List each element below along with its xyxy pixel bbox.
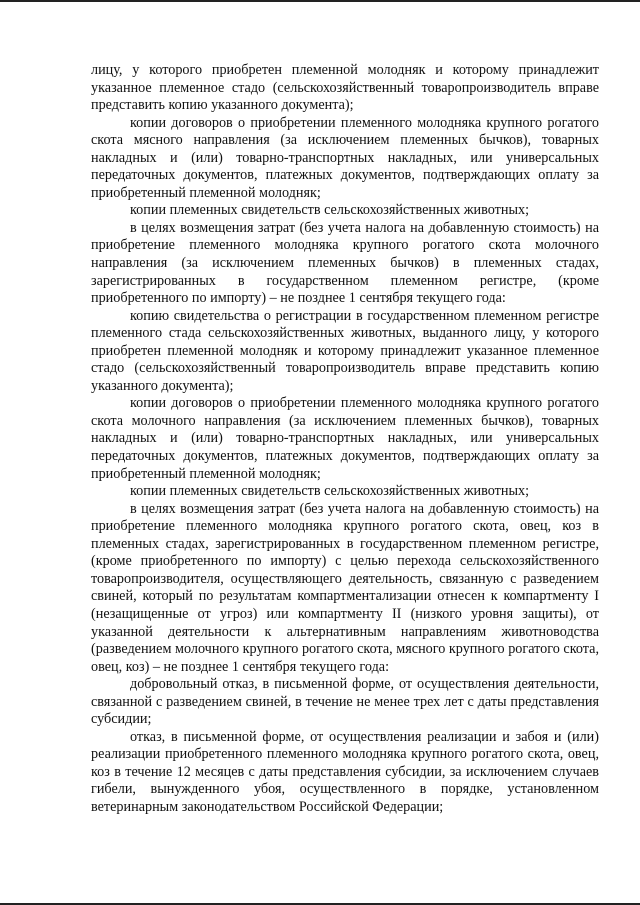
paragraph: лицу, у которого приобретен племенной молодняк и которому принадлежит указанное племенное стадо (сельскохозяйственный товаропроизводитель вправе представить копию указанного документа); <box>91 62 599 114</box>
paragraph: копии племенных свидетельств сельскохозяйственных животных; <box>130 483 530 500</box>
paragraph: копии договоров о приобретении племенного молодняка крупного рогатого скота мясного направления (за исключением племенных бычков), товарных накладных и (или) товарно-транспортных накладных, или универсальных передаточных документов, платежных документов, подтверждающих оплату за приобретенный племенной молодняк; <box>91 114 599 201</box>
paragraph: отказ, в письменной форме, от осуществления реализации и забоя и (или) реализации приобретенного племенного молодняка крупного рогатого скота, овец, коз в течение 12 месяцев с даты представления субсидии, за исключением случаев гибели, вынужденного убоя, осуществленного в порядке, установленном ветеринарным законодательством Российской Федерации; <box>91 728 599 815</box>
paragraph: копии племенных свидетельств сельскохозяйственных животных; <box>130 202 530 219</box>
paragraph: копии договоров о приобретении племенного молодняка крупного рогатого скота молочного направления (за исключением племенных бычков), товарных накладных и (или) товарно-транспортных накладных, или универсальных передаточных документов, платежных документов, подтверждающих оплату за приобретенный племенной молодняк; <box>91 395 599 482</box>
paragraph: копию свидетельства о регистрации в государственном племенном регистре племенного стада сельскохозяйственных животных, выданного лицу, у которого приобретен племенной молодняк и которому принадлежит указанное племенное стадо (сельскохозяйственный товаропроизводитель вправе представить копию указанного документа); <box>91 307 599 394</box>
paragraph: в целях возмещения затрат (без учета налога на добавленную стоимость) на приобретение племенного молодняка крупного рогатого скота молочного направления (за исключением племенных бычков) в племенных стадах, зарегистрированных в государственном племенном регистре, (кроме приобретенного по импорту) – не позднее 1 сентября текущего года: <box>91 219 599 307</box>
scan-edge-top <box>0 0 640 2</box>
document-body <box>91 62 599 817</box>
paragraph: в целях возмещения затрат (без учета налога на добавленную стоимость) на приобретение племенного молодняка крупного рогатого скота, овец, коз в племенных стадах, зарегистрированных в государственном племенном регистре, (кроме приобретенного по импорту) с целью перехода сельскохозяйственного товаропроизводителя, осуществляющего деятельность, связанную с разведением свиней, который по результатам компартментализации отнесен к компартменту I (незащищенные от угроз) или компартменту II (низкого уровня защиты), от указанной деятельности к альтернативным направлениям животноводства (разведением молочного крупного рогатого скота, мясного крупного рогатого скота, овец, коз) – не позднее 1 сентября текущего года: <box>91 500 599 675</box>
paragraph: добровольный отказ, в письменной форме, от осуществления деятельности, связанной с разведением свиней, в течение не менее трех лет с даты представления субсидии; <box>91 676 599 728</box>
